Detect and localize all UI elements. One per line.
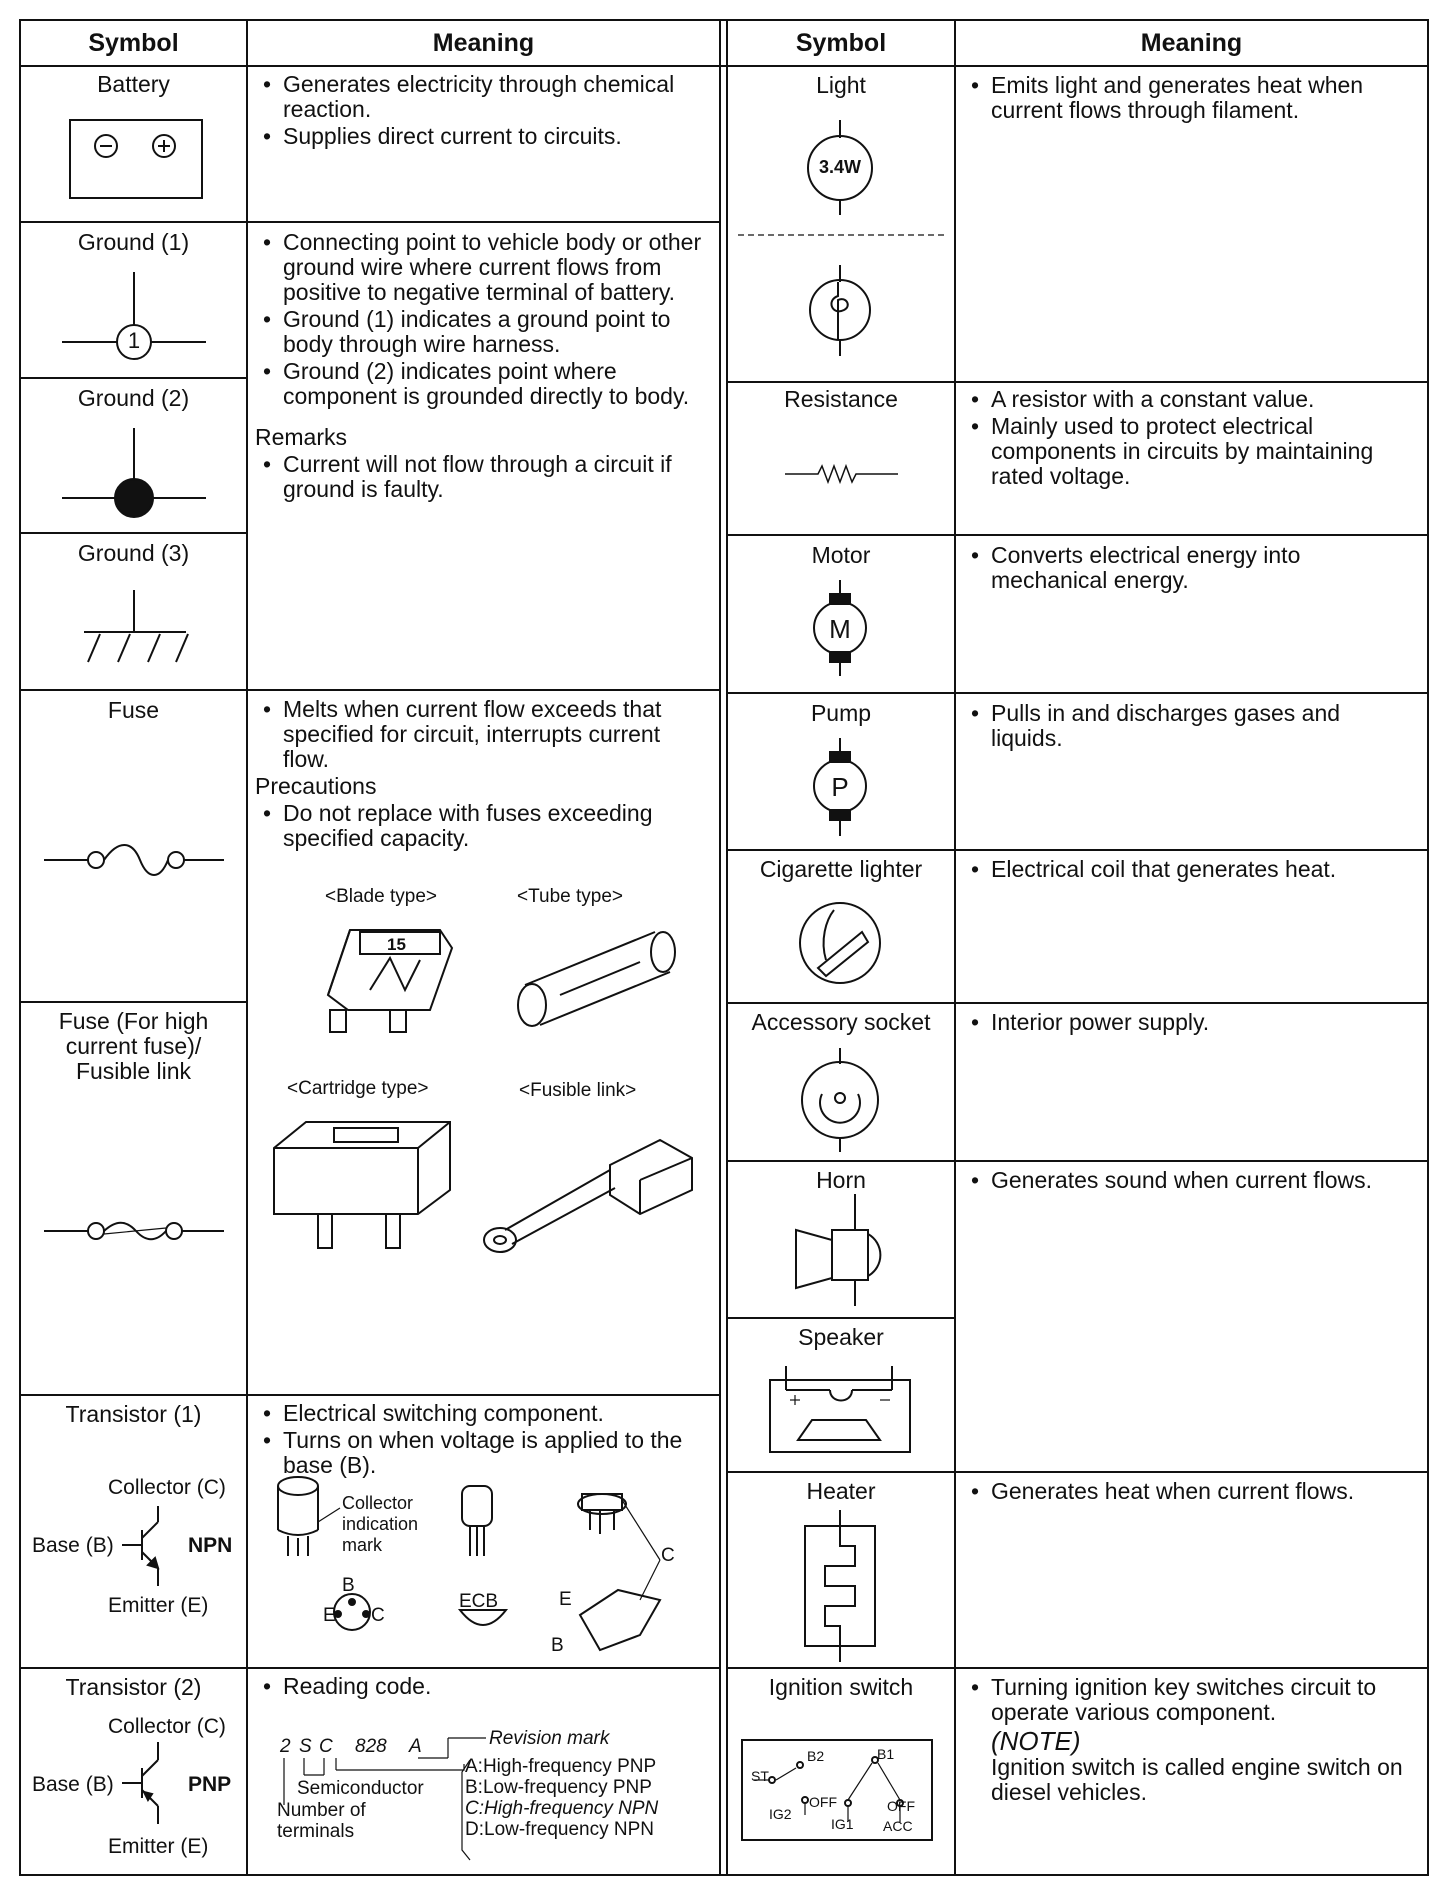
bullet: • Generates sound when current flows.	[963, 1168, 1418, 1193]
code-c: C	[319, 1736, 333, 1757]
bullet: • Electrical coil that generates heat.	[963, 857, 1418, 882]
code-item: C:High-frequency NPN	[465, 1798, 659, 1819]
ign-ig1: IG1	[831, 1816, 854, 1832]
row-ground-3	[20, 533, 247, 690]
row-pump	[727, 693, 955, 850]
row-ground-2	[20, 378, 247, 533]
ground-1-number: 1	[127, 328, 141, 353]
bullet: • Ground (1) indicates a ground point to body through wire harness.	[255, 307, 710, 357]
note-text: Ignition switch is called engine switch on diesel vehicles.	[991, 1754, 1403, 1805]
pin-c-label: C	[371, 1605, 385, 1626]
ground-bullets	[255, 230, 710, 409]
bullet: • Melts when current flow exceeds that specified for circuit, interrupts current flow.	[255, 697, 710, 772]
remarks-title: Remarks	[255, 424, 348, 450]
code-s: S	[299, 1736, 312, 1757]
row-fuse-high	[20, 1002, 247, 1395]
tube-type-label: <Tube type>	[517, 886, 623, 907]
header-symbol-right: Symbol	[795, 28, 887, 57]
ign-off1: OFF	[809, 1794, 837, 1810]
revision-mark-label: Revision mark	[489, 1728, 610, 1749]
header-meaning-right: Meaning	[1140, 28, 1243, 57]
code-item: D:Low-frequency NPN	[465, 1819, 655, 1840]
meaning-heater	[955, 1472, 1428, 1668]
bullet: • Emits light and generates heat when current flows through filament.	[963, 73, 1418, 123]
symbol-name: Fuse (For high current fuse)/ Fusible link	[58, 1008, 209, 1084]
bullet: • Interior power supply.	[963, 1010, 1418, 1035]
bullet: • Reading code.	[255, 1674, 710, 1699]
symbol-name: Ground (2)	[77, 385, 190, 411]
bullet: • Connecting point to vehicle body or other ground wire where current flows from positive to negative terminal of battery.	[255, 230, 710, 305]
bullet: • Turning ignition key switches circuit to operate various component.	[963, 1675, 1418, 1725]
row-light	[727, 66, 955, 382]
symbol-name: Ground (1)	[77, 229, 190, 255]
symbol-name: Cigarette lighter	[759, 856, 923, 882]
blade-type-label: <Blade type>	[325, 886, 437, 907]
code-item: A:High-frequency PNP	[465, 1756, 657, 1777]
motor-letter: M	[829, 614, 851, 644]
pin-e2-label: E	[559, 1589, 572, 1610]
row-transistor-2	[20, 1668, 247, 1875]
meaning-lighter	[955, 850, 1428, 1003]
precautions-bullets	[255, 801, 710, 851]
meaning-transistor-1	[247, 1395, 720, 1668]
pin-e-label: E	[323, 1605, 336, 1626]
precautions-title: Precautions	[255, 773, 377, 799]
transistor-2-bullets	[255, 1674, 710, 1699]
blade-value: 15	[387, 935, 406, 954]
meaning-ground	[247, 222, 720, 690]
bullet: • Supplies direct current to circuits.	[255, 124, 710, 149]
symbol-name: Fuse	[107, 697, 160, 723]
meaning-resistance	[955, 382, 1428, 535]
note-title: (NOTE)	[991, 1726, 1081, 1756]
emitter-label: Emitter (E)	[108, 1594, 209, 1617]
pin-b-label: B	[342, 1575, 355, 1596]
terminals-label: Number of terminals	[277, 1800, 366, 1842]
meaning-light	[955, 66, 1428, 382]
symbol-name: Ground (3)	[77, 540, 190, 566]
symbol-name: Horn	[816, 1167, 866, 1193]
pump-letter: P	[831, 772, 849, 802]
fusible-link-label: <Fusible link>	[519, 1080, 637, 1101]
ign-b1: B1	[877, 1746, 895, 1762]
meaning-socket	[955, 1003, 1428, 1161]
bullet: • Pulls in and discharges gases and liquids.	[963, 701, 1418, 751]
meaning-motor	[955, 535, 1428, 693]
row-socket	[727, 1003, 955, 1161]
ign-ig2: IG2	[769, 1806, 792, 1822]
remarks-bullets	[255, 452, 710, 502]
code-item: B:Low-frequency PNP	[465, 1777, 652, 1798]
collector-label: Collector (C)	[108, 1476, 226, 1499]
bullet: • Ground (2) indicates point where component is grounded directly to body.	[255, 359, 710, 409]
meaning-battery	[247, 66, 720, 222]
meaning-ignition	[955, 1668, 1428, 1875]
row-transistor-1	[20, 1395, 247, 1668]
row-motor	[727, 535, 955, 693]
ign-b2: B2	[807, 1748, 825, 1764]
row-heater	[727, 1472, 955, 1668]
light-wattage: 3.4W	[818, 157, 861, 177]
collector-indication-label: Collector indication mark	[342, 1493, 419, 1555]
emitter-label: Emitter (E)	[108, 1835, 209, 1858]
battery-bullets	[255, 72, 710, 149]
bullet: • A resistor with a constant value.	[963, 387, 1418, 412]
base-label: Base (B)	[32, 1773, 114, 1796]
row-fuse	[20, 690, 247, 1002]
meaning-horn	[955, 1161, 1428, 1472]
row-battery	[20, 66, 247, 222]
bullet: • Electrical switching component.	[255, 1401, 710, 1426]
row-lighter	[727, 850, 955, 1003]
transistor-1-bullets	[255, 1401, 710, 1478]
ign-acc: ACC	[883, 1818, 913, 1834]
code-a: A	[409, 1736, 422, 1757]
bullet: • Generates heat when current flows.	[963, 1479, 1418, 1504]
symbol-name: Battery	[97, 71, 170, 97]
row-resistance	[727, 382, 955, 535]
symbol-name: Transistor (2)	[65, 1674, 202, 1700]
meaning-transistor-2	[247, 1668, 720, 1875]
symbol-name: Transistor (1)	[65, 1401, 202, 1427]
bullet: • Current will not flow through a circuit if ground is faulty.	[255, 452, 710, 502]
code-828: 828	[355, 1736, 387, 1757]
header-meaning-left: Meaning	[432, 28, 535, 57]
npn-label: NPN	[188, 1534, 233, 1557]
symbol-name: Pump	[810, 700, 872, 726]
bullet: • Mainly used to protect electrical components in circuits by maintaining rated voltage.	[963, 414, 1418, 489]
row-speaker	[727, 1318, 955, 1472]
bullet: • Do not replace with fuses exceeding specified capacity.	[255, 801, 710, 851]
symbol-name: Speaker	[798, 1324, 884, 1350]
ign-off2: OFF	[887, 1798, 915, 1814]
row-horn	[727, 1161, 955, 1318]
row-ignition	[727, 1668, 955, 1875]
header-symbol-left: Symbol	[88, 28, 179, 57]
bullet: • Converts electrical energy into mechanical energy.	[963, 543, 1418, 593]
code-2: 2	[280, 1736, 291, 1757]
ecb-label: ECB	[459, 1591, 499, 1612]
meaning-fuse	[247, 690, 720, 1395]
meaning-pump	[955, 693, 1428, 850]
semiconductor-label: Semiconductor	[297, 1778, 424, 1799]
ign-st: ST	[751, 1768, 769, 1784]
cartridge-type-label: <Cartridge type>	[287, 1078, 429, 1099]
row-ground-1	[20, 222, 247, 378]
symbol-name: Motor	[811, 542, 871, 568]
collector-label: Collector (C)	[108, 1715, 226, 1738]
symbol-name: Light	[816, 72, 866, 98]
symbol-name: Ignition switch	[768, 1674, 914, 1700]
symbol-name: Resistance	[784, 386, 898, 412]
base-label: Base (B)	[32, 1534, 114, 1557]
bullet: • Generates electricity through chemical reaction.	[255, 72, 710, 122]
symbol-name: Accessory socket	[751, 1009, 931, 1035]
symbol-name: Heater	[806, 1478, 876, 1504]
bullet: • Turns on when voltage is applied to the base (B).	[255, 1428, 710, 1478]
code-list	[465, 1756, 705, 1840]
pnp-label: PNP	[188, 1773, 232, 1796]
pin-b2-label: B	[551, 1635, 564, 1656]
pin-c2-label: C	[661, 1545, 675, 1566]
fuse-bullets	[255, 697, 710, 772]
